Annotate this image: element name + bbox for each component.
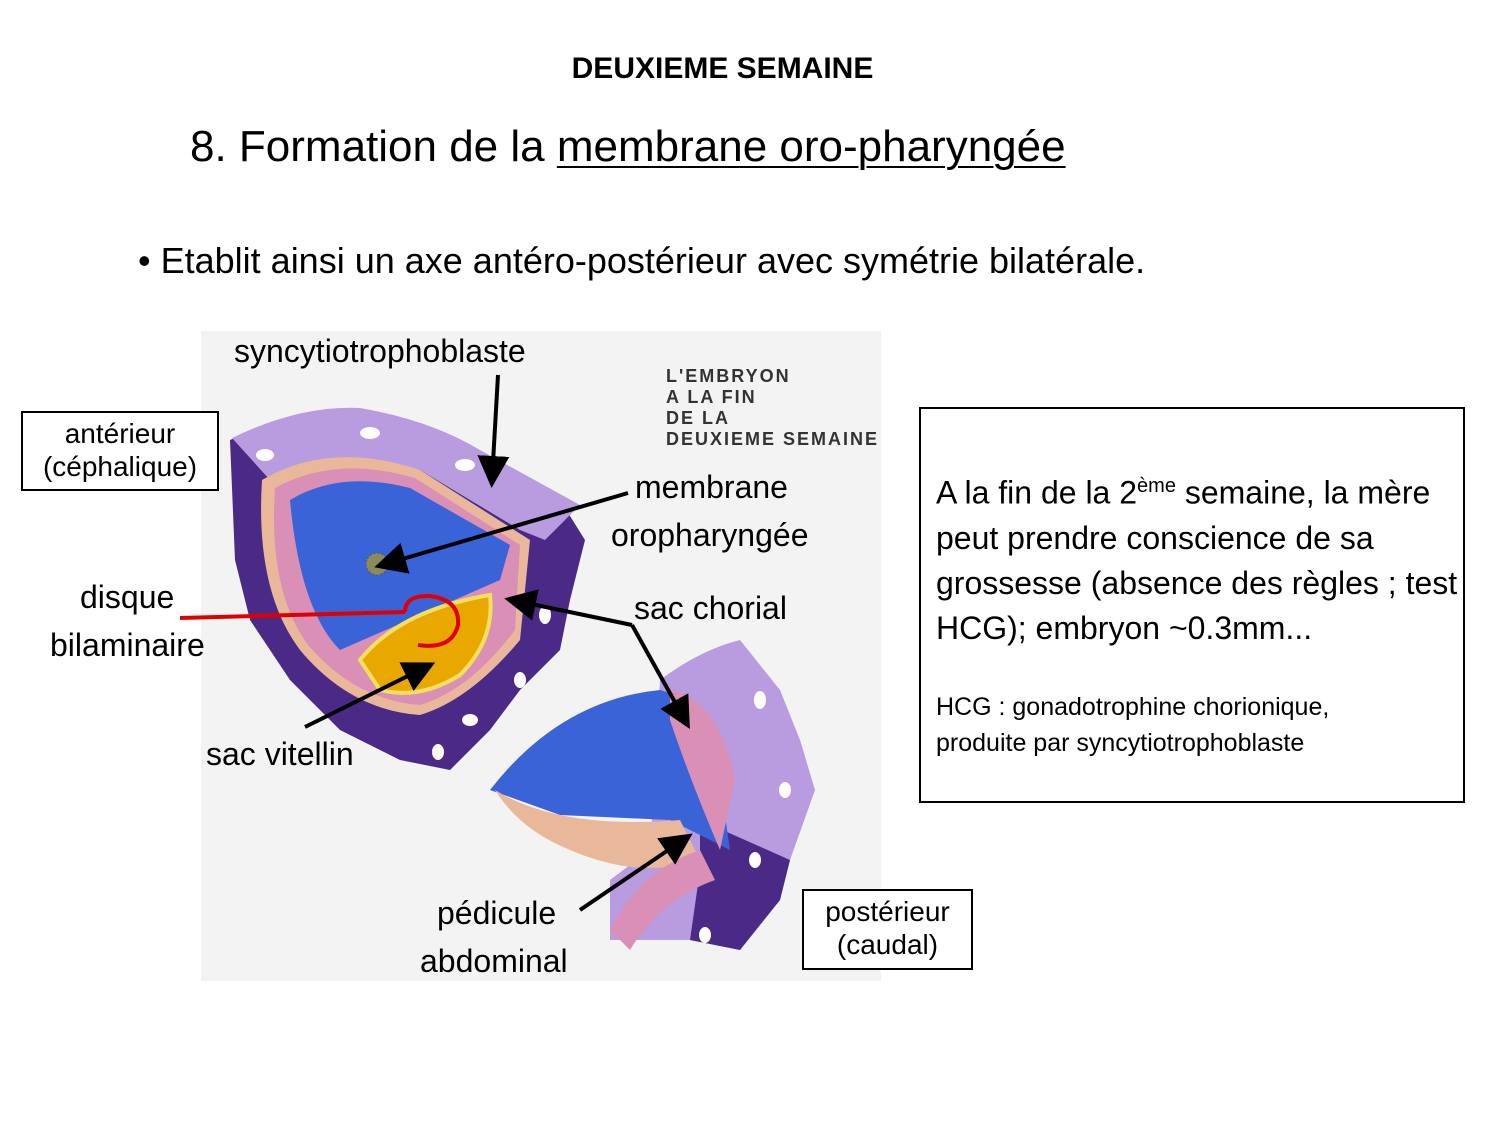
anterior-box [21, 411, 219, 491]
posterior-line2: (caudal) [836, 929, 939, 960]
label-oropharyngee: oropharyngée [611, 517, 809, 553]
label-pedicule: pédicule [437, 895, 557, 931]
label-membrane: membrane [635, 469, 788, 505]
anterior-line2: (céphalique) [42, 451, 198, 482]
info-text-post: semaine, la mère peut prendre conscience de sa grossesse (absence des règles ; test HCG); embryon ~0.3mm... [936, 474, 1458, 646]
posterior-box [802, 889, 973, 970]
illustration-caption [666, 366, 879, 450]
label-sac-chorial: sac chorial [634, 590, 787, 626]
caption-line: DEUXIEME SEMAINE [666, 429, 880, 449]
bullet-item: • Etablit ainsi un axe antéro-postérieur avec symétrie bilatérale. [138, 240, 1146, 281]
heading-prefix: 8. Formation de la [190, 122, 557, 171]
info-main-text [936, 464, 1461, 651]
slide-title: DEUXIEME SEMAINE [571, 52, 874, 85]
anterior-line1: antérieur [64, 418, 176, 449]
heading-underlined: membrane oro-pharyngée [556, 122, 1066, 171]
posterior-line1: postérieur [825, 896, 950, 927]
label-syncytiotrophoblaste: syncytiotrophoblaste [234, 333, 526, 369]
info-note: HCG : gonadotrophine chorionique, produite par syncytiotrophoblaste [936, 693, 1330, 757]
bullet-text: Etablit ainsi un axe antéro-postérieur avec symétrie bilatérale. [160, 240, 1146, 281]
info-box [919, 407, 1465, 803]
label-bilaminaire: bilaminaire [50, 627, 205, 663]
caption-line: DE LA [666, 408, 730, 428]
caption-line: A LA FIN [666, 387, 757, 407]
upper-embryo-section [230, 408, 585, 770]
label-abdominal: abdominal [420, 943, 568, 979]
label-sac-vitellin: sac vitellin [206, 736, 354, 772]
label-disque: disque [80, 579, 175, 615]
caption-line: L'EMBRYON [666, 366, 791, 386]
info-text-sup: ème [1137, 475, 1176, 497]
info-text-pre: A la fin de la 2 [936, 474, 1138, 511]
